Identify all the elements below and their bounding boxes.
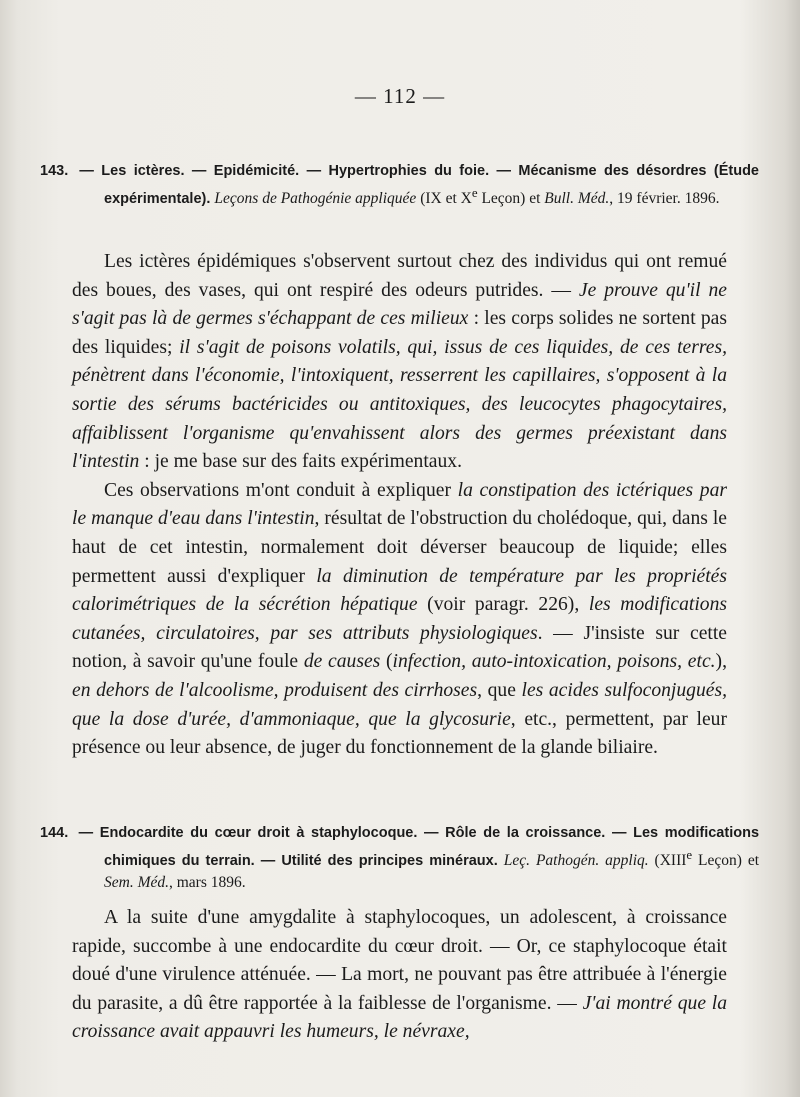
italic-run: il s'agit de poisons volatils, qui, issus de ces liquides, de ces terres, pénètrent dans l'économie, l'intoxiquent, resserrent les capillaires, s'opposent à la sortie des sérums bactéricides ou antitoxiques, des leucocytes phagocytaires, affaiblissent l'organisme qu'envahissent alors des germes préexistant dans l'intestin: [72, 336, 727, 473]
paragraph: [72, 248, 727, 477]
reference-lesson: (XIII: [648, 852, 687, 870]
reference-date: , mars 1896.: [169, 874, 246, 892]
italic-run: infection, auto-intoxication, poisons, etc.: [392, 651, 716, 673]
italic-run: de causes: [303, 651, 381, 673]
italic-run: les acides sulfoconjugués, que la dose d'urée, d'ammoniaque, que la glycosurie: [72, 679, 727, 730]
section-title: — Les ictères. — Epidémicité. — Hypertrophies du foie. — Mécanisme des désordres (Étude expérimentale).: [79, 163, 760, 208]
text-run: ),: [715, 651, 727, 673]
reference-title: Leçons de Pathogénie appliquée: [214, 190, 417, 208]
text-run: (voir paragr. 226),: [417, 594, 589, 616]
section-143-heading: 143. — Les ictères. — Epidémicité. — Hypertrophies du foie. — Mécanisme des désordres (Étude expérimentale). Leçons de Pathogénie appliquée (IX et Xe Leçon) et Bull. Méd., 19 février. 1896.: [40, 163, 760, 208]
reference-journal: Bull. Méd.: [544, 190, 610, 208]
italic-run: Je prouve qu'il ne s'agit pas là de germes s'échappant de ces milieux: [72, 279, 727, 330]
reference-sup: e: [471, 185, 478, 200]
italic-run: J'ai montré que la croissance avait appauvri les humeurs, le névraxe,: [72, 992, 727, 1043]
reference-journal: Sem. Méd.: [104, 874, 169, 892]
reference-lesson-end: Leçon) et: [477, 190, 541, 208]
text-run: , résultat de l'obstruction du cholédoque, qui, dans le haut de cet intestin, normalement doit déverser beaucoup de liquide; elles permettent aussi d'expliquer: [72, 508, 727, 587]
text-run: (: [380, 651, 393, 673]
section-144-heading: 144. — Endocardite du cœur droit à staphylocoque. — Rôle de la croissance. — Les modifications chimiques du terrain. — Utilité des principes minéraux. Leç. Pathogén. appliq. (XIIIe Leçon) et Sem. Méd., mars 1896.: [40, 825, 760, 892]
text-run: Ces observations m'ont conduit à expliquer: [104, 479, 458, 501]
text-run: , etc., permettent, par leur présence ou leur absence, de juger du fonctionnement de la glande biliaire.: [72, 708, 727, 759]
italic-run: la diminution de température par les propriétés calorimétriques de la sécrétion hépatique: [72, 565, 727, 616]
paragraph: [72, 904, 727, 1047]
section-144-body: [72, 904, 727, 1047]
reference-sup: e: [686, 847, 693, 862]
section-143-body: [72, 248, 727, 763]
text-run: : je me base sur des faits expérimentaux.: [139, 451, 462, 473]
italic-run: la constipation des ictériques par le manque d'eau dans l'intestin: [72, 479, 727, 530]
section-title: — Endocardite du cœur droit à staphylocoque. — Rôle de la croissance. — Les modifications chimiques du terrain. — Utilité des principes minéraux.: [78, 825, 760, 870]
reference-date: , 19 février. 1896.: [609, 190, 720, 208]
section-reference: [214, 185, 720, 208]
text-run: , que: [477, 679, 522, 701]
reference-lesson-end: Leçon) et: [692, 852, 760, 870]
reference-title: Leç. Pathogén. appliq.: [503, 852, 649, 870]
paragraph: [72, 477, 727, 763]
text-run: : les corps solides ne sortent pas des liquides;: [72, 308, 727, 358]
reference-lesson: (IX et X: [420, 190, 472, 208]
italic-run: en dehors de l'alcoolisme, produisent des cirrhoses: [72, 679, 478, 701]
text-run: A la suite d'une amygdalite à staphylocoques, un adolescent, à croissance rapide, succombe à une endocardite du cœur droit. — Or, ce staphylocoque était doué d'une virulence atténuée. — La mort, ne pouvant pas être attribuée à l'énergie du parasite, a dû être rapportée à la faiblesse de l'organisme. —: [72, 907, 727, 1014]
italic-run: les modifications cutanées, circulatoires, par ses attributs physiologiques: [72, 594, 727, 644]
page-number: — 112 —: [354, 84, 446, 108]
text-run: Les ictères épidémiques s'observent surtout chez des individus qui ont remué des boues, des vases, qui ont respiré des odeurs putrides. —: [72, 251, 727, 301]
text-run: . — J'insiste sur cette notion, à savoir qu'une foule: [72, 622, 727, 673]
